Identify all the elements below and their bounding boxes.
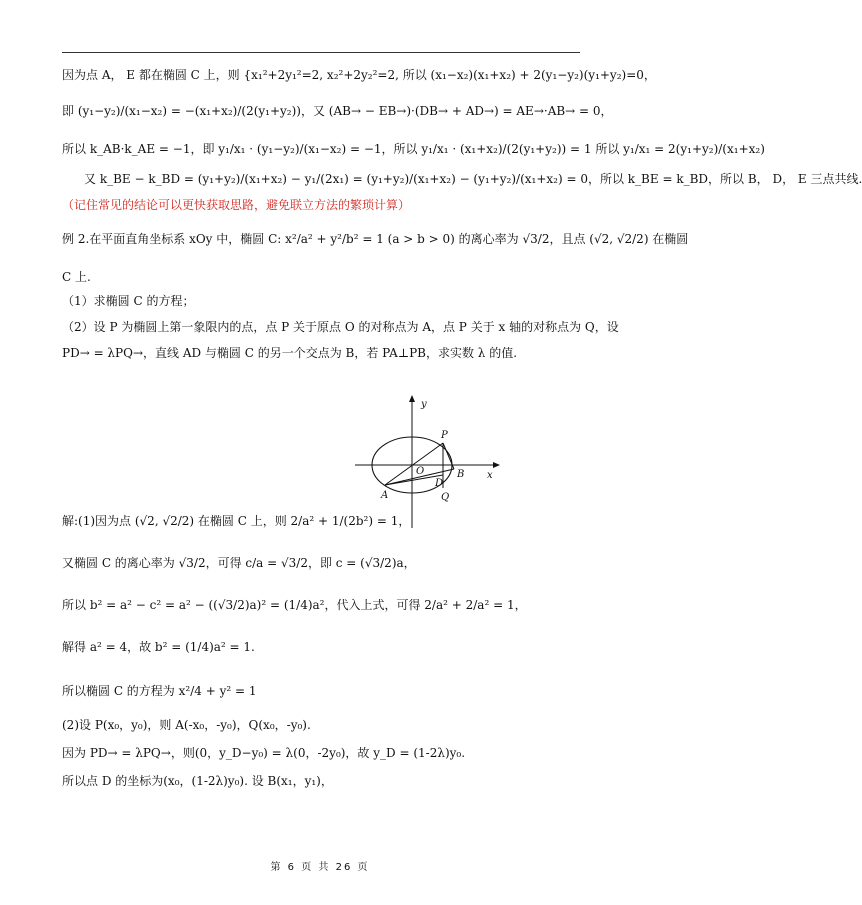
label-y: y — [421, 399, 427, 410]
sub-question-1: （1）求椭圆 C 的方程； — [62, 294, 195, 308]
label-O: O — [416, 466, 425, 477]
label-Q: Q — [441, 492, 450, 503]
solution-line: 所以椭圆 C 的方程为 x²/4 + y² = 1 — [62, 684, 257, 698]
page-footer: 第 6 页 共 26 页 — [270, 862, 370, 873]
solution-line: 因为 PD→ = λPQ→，则(0，y_D−y₀) = λ(0，-2y₀)，故 y_D = (1-2λ)y₀. — [62, 746, 466, 760]
solution-line: 又椭圆 C 的离心率为 √3/2，可得 c/a = √3/2，即 c = (√3/2)a， — [62, 556, 416, 570]
sub-question-2: （2）设 P 为椭圆上第一象限内的点，点 P 关于原点 O 的对称点为 A，点 P 关于 x 轴的对称点为 Q，设 — [62, 320, 619, 334]
label-x: x — [487, 470, 493, 481]
text-line: 又 k_BE − k_BD = (y₁+y₂)/(x₁+x₂) − y₁/(2x₁) = (y₁+y₂)/(x₁+x₂) − (y₁+y₂)/(x₁+x₂) = 0，所以 k_BE = k_BD，所以 B， D， E 三点共线. — [84, 172, 862, 186]
ellipse-figure — [355, 392, 505, 530]
text-line: PD→ = λPQ→，直线 AD 与椭圆 C 的另一个交点为 B，若 PA⊥PB，求实数 λ 的值. — [62, 346, 518, 360]
highlight-note: （记住常见的结论可以更快获取思路，避免联立方法的繁琐计算） — [62, 198, 411, 212]
text-line: 即 (y₁−y₂)/(x₁−x₂) = −(x₁+x₂)/(2(y₁+y₂))，又 (AB→ − EB→)·(DB→ + AD→) = AE→·AB→ = 0， — [62, 104, 613, 118]
solution-line: 所以 b² = a² − c² = a² − ((√3/2)a)² = (1/4)a²，代入上式，可得 2/a² + 2/a² = 1， — [62, 598, 527, 612]
solution-line: 解:(1)因为点 (√2, √2/2) 在椭圆 C 上，则 2/a² + 1/(2b²) = 1， — [62, 514, 411, 528]
label-A: A — [381, 490, 389, 501]
solution-line: (2)设 P(x₀，y₀)，则 A(-x₀，-y₀)，Q(x₀，-y₀). — [62, 718, 311, 732]
y-axis-arrow — [409, 395, 415, 402]
solution-line: 所以点 D 的坐标为(x₀，(1-2λ)y₀). 设 B(x₁，y₁)， — [62, 774, 333, 788]
label-P: P — [441, 430, 448, 441]
problem-statement: 例 2.在平面直角坐标系 xOy 中，椭圆 C: x²/a² + y²/b² = 1 (a > b > 0) 的离心率为 √3/2，且点 (√2, √2/2) 在椭圆 — [62, 232, 689, 246]
solution-line: 解得 a² = 4，故 b² = (1/4)a² = 1. — [62, 640, 255, 654]
x-axis-arrow — [493, 462, 500, 468]
header-rule — [62, 52, 580, 53]
label-B: B — [457, 469, 465, 480]
text-line: C 上. — [62, 270, 91, 284]
label-D: D — [435, 478, 444, 489]
text-line: 因为点 A， E 都在椭圆 C 上，则 {x₁²+2y₁²=2, x₂²+2y₂²=2, 所以 (x₁−x₂)(x₁+x₂) + 2(y₁−y₂)(y₁+y₂)=0， — [62, 68, 656, 82]
text-line: 所以 k_AB·k_AE = −1，即 y₁/x₁ · (y₁−y₂)/(x₁−x₂) = −1，所以 y₁/x₁ · (x₁+x₂)/(2(y₁+y₂)) = 1 所以 y₁/x₁ = 2(y₁+y₂)/(x₁+x₂) — [62, 142, 765, 156]
